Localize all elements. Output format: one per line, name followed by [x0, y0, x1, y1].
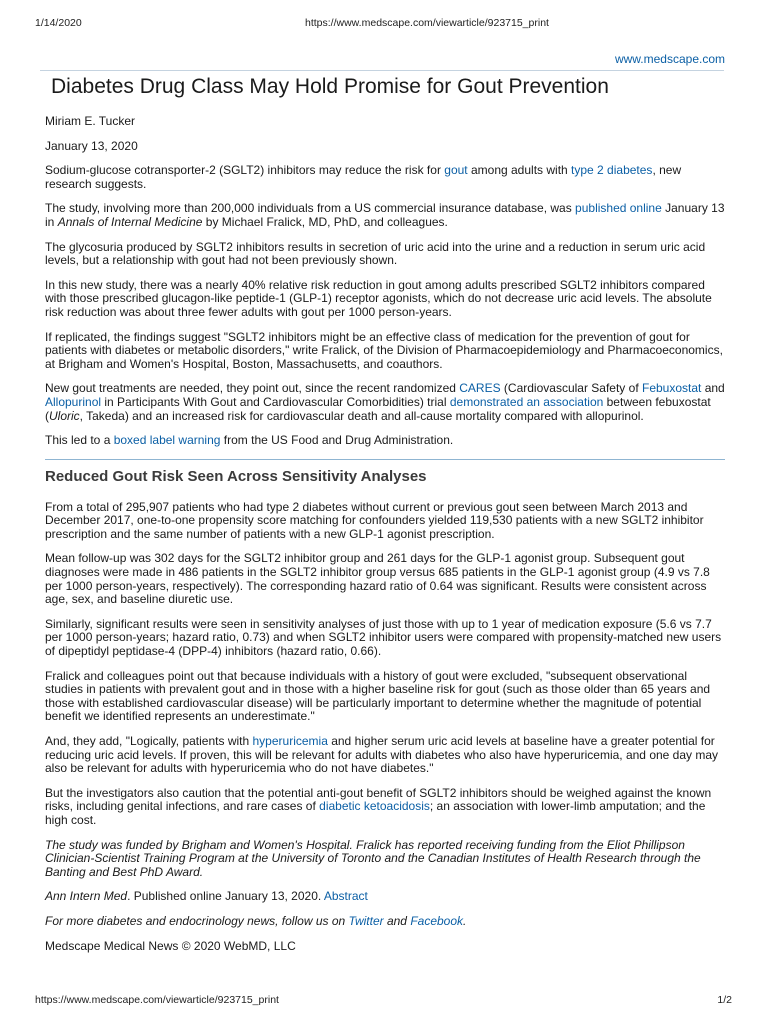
- paragraph-1: [45, 164, 725, 191]
- text: and higher serum uric acid levels at baseline have a greater potential for reducing uric acid levels. If proven, this will be relevant for adults with diabetes who also have hyperuricemia, and one day may also be relevant for adults with hyperuricemia who do not have diabetes.": [45, 734, 719, 776]
- citation-journal: Ann Intern Med: [45, 889, 128, 904]
- follow-us: [45, 915, 725, 929]
- text: The study, involving more than 200,000 individuals from a US commercial insurance database, was: [45, 201, 576, 216]
- febuxostat-link[interactable]: Febuxostat: [642, 381, 702, 396]
- hyperuricemia-link[interactable]: hyperuricemia: [252, 734, 328, 748]
- journal-name: Annals of Internal Medicine: [57, 214, 203, 229]
- twitter-link[interactable]: Twitter: [348, 913, 384, 928]
- text: New gout treatments are needed, they point out, since the recent randomized: [45, 381, 460, 396]
- text: by Michael Fralick, MD, PhD, and colleagues.: [202, 214, 448, 229]
- cares-link[interactable]: CARES: [459, 381, 501, 396]
- paragraph-4: In this new study, there was a nearly 40% relative risk reduction in gout among adults prescribed SGLT2 inhibitors compared with those prescribed glucagon-like peptide-1 (GLP-1) receptor agonists, which do not decrease uric acid levels. The absolute risk reduction was about three fewer adults with gout per 1000 person-years.: [45, 277, 712, 319]
- section-heading: Reduced Gout Risk Seen Across Sensitivity Analyses: [45, 467, 427, 485]
- allopurinol-link[interactable]: Allopurinol: [45, 394, 102, 409]
- text: . Published online January 13, 2020.: [127, 889, 324, 904]
- article-title: Diabetes Drug Class May Hold Promise for Gout Prevention: [51, 75, 609, 98]
- diabetic-ketoacidosis-link[interactable]: diabetic ketoacidosis: [319, 799, 430, 814]
- section-divider: [45, 459, 725, 460]
- text: , new research suggests.: [45, 163, 682, 191]
- paragraph-8: From a total of 295,907 patients who had type 2 diabetes without current or previous gout seen between March 2013 and December 2017, one-to-one propensity score matching for confounders yielded 119,530 patients with a new SGLT2 inhibitor prescription and the same number of patients with a new GLP-1 agonist prescription.: [45, 499, 704, 541]
- author-byline: Miriam E. Tucker: [45, 114, 136, 128]
- paragraph-3: The glycosuria produced by SGLT2 inhibitors results in secretion of uric acid into the urine and a reduction in serum uric acid levels, but a relationship with gout had not been previously shown.: [45, 239, 706, 268]
- print-footer-url: https://www.medscape.com/viewarticle/923715_print: [35, 994, 279, 1006]
- text: And, they add, "Logically, patients with: [45, 734, 253, 748]
- text: But the investigators also caution that the potential anti-gout benefit of SGLT2 inhibitors should be weighed against the known risks, including genital infections, and rare cases of: [45, 785, 712, 814]
- paragraph-10: Similarly, significant results were seen in sensitivity analyses of just those with up to 1 year of medication exposure (5.6 vs 7.7 per 1000 person-years; hazard ratio, 0.73) and when SGLT2 inhibitor users were compared with propensity-matched new users of dipeptidyl peptidase-4 (DPP-4) inhibitors (hazard ratio, 0.66).: [45, 616, 722, 659]
- text: This led to a: [45, 433, 114, 448]
- print-header-url: https://www.medscape.com/viewarticle/923715_print: [305, 17, 549, 29]
- medscape-site-link[interactable]: www.medscape.com: [614, 52, 725, 66]
- text: among adults with: [467, 163, 572, 178]
- text: , Takeda) and an increased risk for cardiovascular death and all-cause mortality compared with allopurinol.: [79, 408, 644, 423]
- text: For more diabetes and endocrinology news, follow us on: [45, 913, 349, 928]
- text: ; an association with lower-limb amputation; and the high cost.: [45, 799, 706, 827]
- page-number: 1/2: [717, 994, 732, 1006]
- text: and: [383, 913, 411, 928]
- drug-brand-name: Uloric: [49, 408, 80, 423]
- text: and: [701, 381, 725, 396]
- text: January 13 in: [45, 201, 725, 229]
- abstract-link[interactable]: Abstract: [323, 889, 368, 904]
- paragraph-11: Fralick and colleagues point out that because individuals with a history of gout were excluded, "subsequent observational studies in patients with prevalent gout and in those with a higher baseline risk for gout (such as those older than 65 years and those with established cardiovascular disease) will be particularly important to determine whether the magnitude of potential benefit we identified represents an underestimate.": [45, 668, 711, 724]
- print-date: 1/14/2020: [35, 17, 82, 29]
- paragraph-12: [45, 735, 725, 776]
- boxed-label-warning-link[interactable]: boxed label warning: [113, 433, 221, 448]
- copyright: Medscape Medical News © 2020 WebMD, LLC: [45, 938, 296, 953]
- text: (Cardiovascular Safety of: [500, 381, 642, 396]
- text: Sodium-glucose cotransporter-2 (SGLT2) inhibitors may reduce the risk for: [45, 163, 445, 178]
- text: in Participants With Gout and Cardiovascular Comorbidities) trial: [101, 394, 450, 409]
- published-online-link[interactable]: published online: [575, 201, 662, 216]
- text: .: [463, 913, 467, 928]
- citation: [45, 890, 725, 904]
- paragraph-5: If replicated, the findings suggest "SGLT2 inhibitors might be an effective class of medication for the prevention of gout for patients with diabetes or metabolic disorders," write Fralick, of the Division of Pharmacoepidemiology and Pharmacoeconomics, at Brigham and Women's Hospital, Boston, Massachusetts, and coauthors.: [45, 329, 723, 371]
- text: between febuxostat (: [45, 394, 711, 423]
- facebook-link[interactable]: Facebook: [410, 913, 464, 928]
- text: from the US Food and Drug Administration.: [220, 433, 454, 448]
- paragraph-2: [45, 202, 725, 229]
- title-top-rule: [40, 70, 724, 71]
- gout-link[interactable]: gout: [444, 163, 468, 178]
- funding-note: The study was funded by Brigham and Women's Hospital. Fralick has reported receiving funding from the Eliot Phillipson Clinician-Scientist Training Program at the University of Toronto and the Canadian Institutes of Health Research through the Banting and Best PhD Award.: [45, 837, 701, 879]
- paragraph-13: [45, 787, 725, 828]
- paragraph-9: Mean follow-up was 302 days for the SGLT2 inhibitor group and 261 days for the GLP-1 agonist group. Subsequent gout diagnoses were made in 486 patients in the SGLT2 inhibitor group versus 685 patients in the GLP-1 agonist group (4.9 vs 7.8 per 1000 person-years, respectively). The corresponding hazard ratio of 0.64 was significant. Results were consistent across age, sex, and baseline diuretic use.: [45, 551, 710, 607]
- paragraph-6: [45, 382, 725, 423]
- publish-date: January 13, 2020: [45, 138, 138, 153]
- paragraph-7: [45, 434, 725, 448]
- type-2-diabetes-link[interactable]: type 2 diabetes: [571, 163, 653, 178]
- article-body: [45, 115, 725, 964]
- demonstrated-association-link[interactable]: demonstrated an association: [449, 394, 604, 409]
